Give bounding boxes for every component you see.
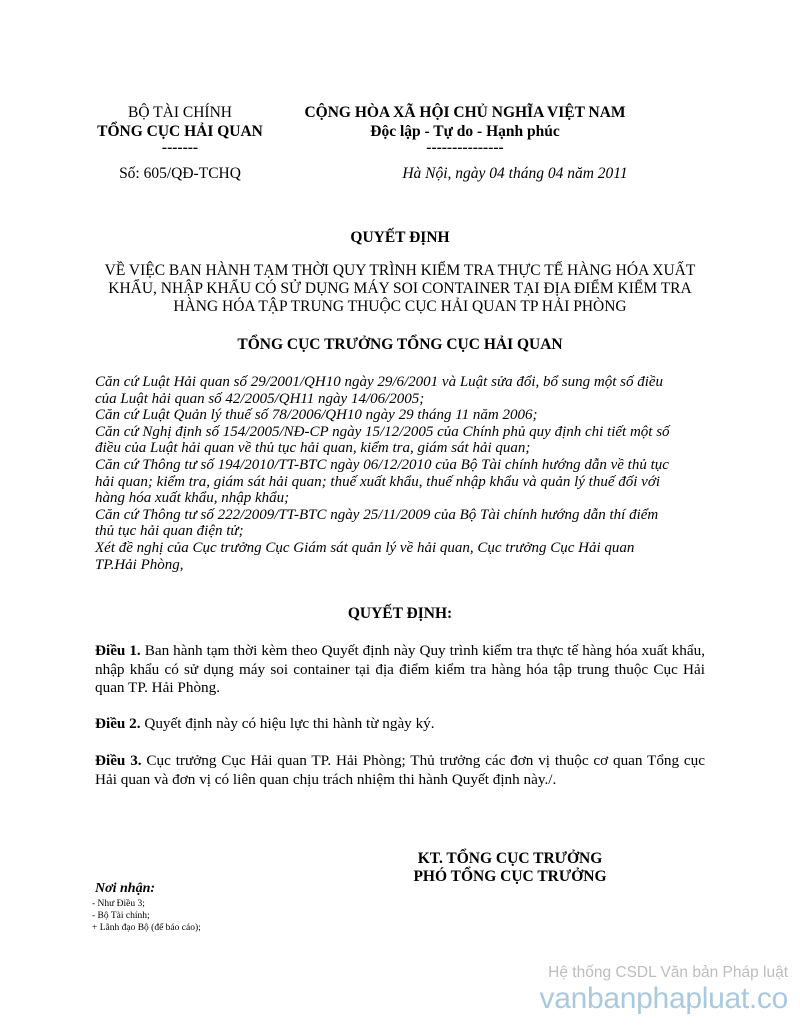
watermark-site: vanbanphapluat.co — [539, 982, 788, 1015]
signature-title: KT. TỔNG CỤC TRƯỞNG — [417, 850, 603, 867]
article-3 — [95, 752, 705, 789]
ministry-name: BỘ TÀI CHÍNH — [128, 104, 232, 121]
decision-heading: QUYẾT ĐỊNH: — [347, 605, 453, 622]
document-type: QUYẾT ĐỊNH — [350, 229, 450, 246]
legal-basis-line: của Luật hải quan số 42/2005/QH11 ngày 14/06/2005; — [95, 390, 425, 407]
legal-basis — [95, 374, 715, 573]
watermark-caption: Hệ thống CSDL Văn bản Pháp luật — [548, 964, 788, 981]
nation-name: CỘNG HÒA XÃ HỘI CHỦ NGHĨA VIỆT NAM — [304, 104, 626, 121]
place-and-date: Hà Nội, ngày 04 tháng 04 năm 2011 — [402, 165, 628, 182]
article-label: Điều 3. — [95, 752, 142, 769]
article-text: Ban hành tạm thời kèm theo Quyết định này Quy trình kiểm tra thực tế hàng hóa xuất khẩu, nhập khẩu có sử dụng máy soi container tại địa điểm kiểm tra hàng hóa tập trung thuộc Cục Hải quan TP. Hải Phòng. — [95, 642, 706, 696]
department-name: TỔNG CỤC HẢI QUAN — [97, 123, 263, 140]
signature-position: PHÓ TỔNG CỤC TRƯỞNG — [413, 868, 607, 885]
document-number: Số: 605/QĐ-TCHQ — [119, 165, 241, 182]
recipients-heading: Nơi nhận: — [95, 881, 156, 896]
legal-basis-line: Căn cứ Thông tư số 194/2010/TT-BTC ngày 06/12/2010 của Bộ Tài chính hướng dẫn về thủ tục — [95, 456, 669, 473]
subject-line: KHẨU, NHẬP KHẨU CÓ SỬ DỤNG MÁY SOI CONTAINER TẠI ĐỊA ĐIỂM KIỂM TRA — [108, 280, 692, 297]
article-label: Điều 1. — [95, 642, 141, 659]
national-block — [285, 103, 645, 155]
signature-block — [360, 850, 660, 886]
article-1 — [95, 642, 705, 698]
department-divider: ------- — [161, 139, 199, 156]
legal-basis-line: điều của Luật hải quan về thủ tục hải quan, kiểm tra, giám sát hải quan; — [95, 440, 531, 457]
recipient-item: - Như Điều 3; — [92, 899, 145, 909]
legal-basis-line: thủ tục hải quan điện tử; — [95, 523, 244, 540]
article-text: Quyết định này có hiệu lực thi hành từ ngày ký. — [140, 715, 435, 732]
issuing-authority: TỔNG CỤC TRƯỞNG TỔNG CỤC HẢI QUAN — [237, 336, 563, 353]
legal-basis-line: hàng hóa xuất khẩu, nhập khẩu; — [95, 490, 290, 507]
article-text: Cục trưởng Cục Hải quan TP. Hải Phòng; Thủ trưởng các đơn vị thuộc cơ quan Tổng cục Hải quan và đơn vị có liên quan chịu trách nhiệm thi hành Quyết định này./. — [95, 752, 705, 788]
recipients — [92, 880, 345, 934]
legal-basis-line: Căn cứ Thông tư số 222/2009/TT-BTC ngày 25/11/2009 của Bộ Tài chính hướng dẫn thí điểm — [95, 506, 659, 523]
subject-line: HÀNG HÓA TẬP TRUNG THUỘC CỤC HẢI QUAN TP HẢI PHÒNG — [173, 298, 627, 315]
article-label: Điều 2. — [95, 715, 141, 732]
legal-basis-line: Căn cứ Luật Quản lý thuế số 78/2006/QH10 ngày 29 tháng 11 năm 2006; — [95, 407, 538, 424]
legal-basis-line: TP.Hải Phòng, — [95, 556, 184, 573]
motto-divider: --------------- — [426, 139, 504, 156]
legal-basis-line: Xét đề nghị của Cục trưởng Cục Giám sát quản lý về hải quan, Cục trưởng Cục Hải quan — [95, 539, 635, 556]
issuer-block — [80, 103, 280, 155]
legal-basis-line: hải quan; kiểm tra, giám sát hải quan; thuế xuất khẩu, thuế nhập khẩu và quản lý thuế đối với — [95, 473, 660, 490]
national-motto: Độc lập - Tự do - Hạnh phúc — [370, 123, 560, 140]
legal-basis-line: Căn cứ Luật Hải quan số 29/2001/QH10 ngày 29/6/2001 và Luật sửa đổi, bổ sung một số điều — [95, 374, 664, 390]
legal-basis-line: Căn cứ Nghị định số 154/2005/NĐ-CP ngày 15/12/2005 của Chính phủ quy định chi tiết một số — [95, 423, 670, 440]
recipient-item: + Lãnh đạo Bộ (để báo cáo); — [92, 923, 201, 933]
article-2 — [95, 715, 705, 734]
subject-line: VỀ VIỆC BAN HÀNH TẠM THỜI QUY TRÌNH KIỂM TRA THỰC TẾ HÀNG HÓA XUẤT — [104, 262, 696, 279]
recipient-item: - Bộ Tài chính; — [92, 911, 150, 921]
document-subject — [60, 262, 740, 316]
